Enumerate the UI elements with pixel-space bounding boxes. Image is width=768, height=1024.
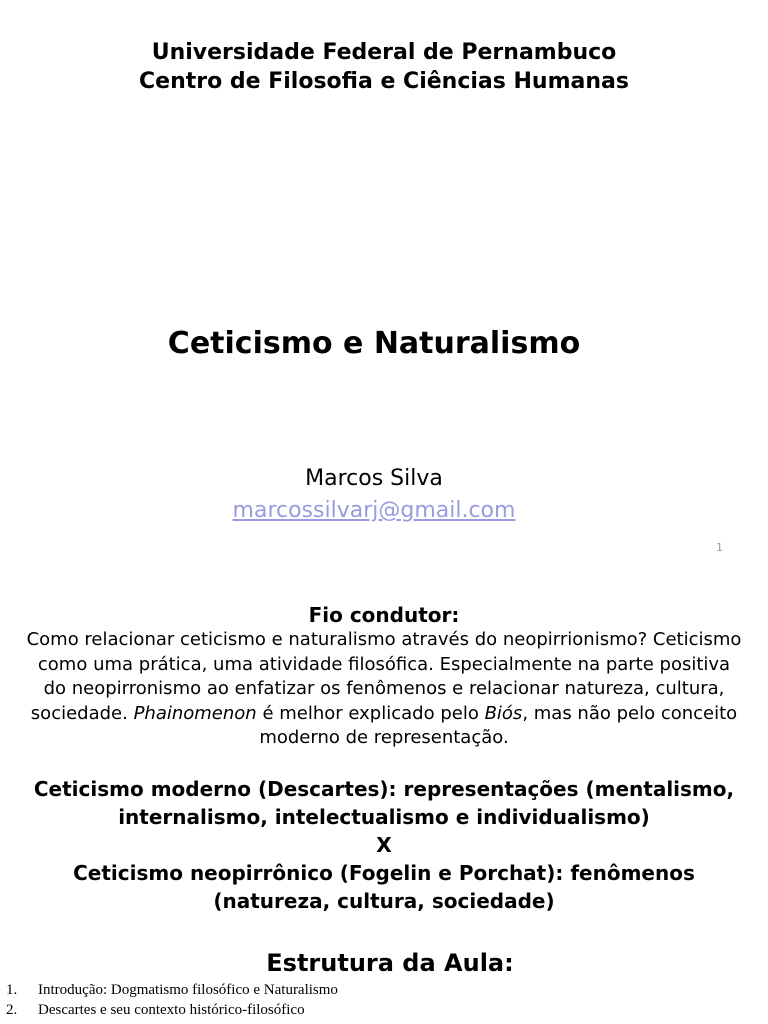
presentation-title: Ceticismo e Naturalismo <box>167 326 581 361</box>
paragraph-text: Como relacionar ceticismo e naturalismo através do neopirrionismo? Ceticismo como uma prática, uma atividade filosófica. Especialmente na parte positiva do neopirronismo ao enfatizar os fenômenos e relacionar natureza, cultura, sociedade. <box>26 629 742 724</box>
paragraph-text: é melhor explicado pelo <box>256 702 485 724</box>
modern-skepticism-text: Ceticismo moderno (Descartes): representações (mentalismo, internalismo, intelectualismo e individualismo) <box>33 777 735 829</box>
structure-heading: Estrutura da Aula: <box>266 949 514 977</box>
author-name: Marcos Silva <box>305 466 443 491</box>
list-item-text: Introdução: Dogmatismo filosófico e Naturalismo <box>38 982 338 998</box>
page-number: 1 <box>716 541 723 554</box>
list-item <box>6 980 338 1000</box>
paragraph-text: , mas não pelo conceito moderno de representação. <box>259 702 738 749</box>
list-item <box>6 1000 338 1020</box>
paragraph-italic-term: Biós <box>484 702 523 724</box>
versus-marker: X <box>376 833 392 857</box>
paragraph-italic-term: Phainomenon <box>133 702 257 724</box>
content-slide <box>0 570 768 1024</box>
list-item-number: 1. <box>6 982 18 998</box>
department-name: Centro de Filosofia e Ciências Humanas <box>139 69 629 94</box>
section-heading: Fio condutor: <box>308 603 460 627</box>
neopyrrhonian-skepticism-text: Ceticismo neopirrônico (Fogelin e Porchat): fenômenos (natureza, cultura, sociedade) <box>73 861 695 913</box>
list-item-number: 2. <box>6 1002 18 1018</box>
institution-name: Universidade Federal de Pernambuco <box>151 40 617 65</box>
guiding-thread-paragraph <box>24 628 744 751</box>
author-email-link[interactable]: marcossilvarj@gmail.com <box>232 498 516 523</box>
list-item-text: Descartes e seu contexto histórico-filosófico <box>38 1002 305 1018</box>
class-outline-list <box>0 980 338 1020</box>
skepticism-contrast <box>20 775 748 915</box>
